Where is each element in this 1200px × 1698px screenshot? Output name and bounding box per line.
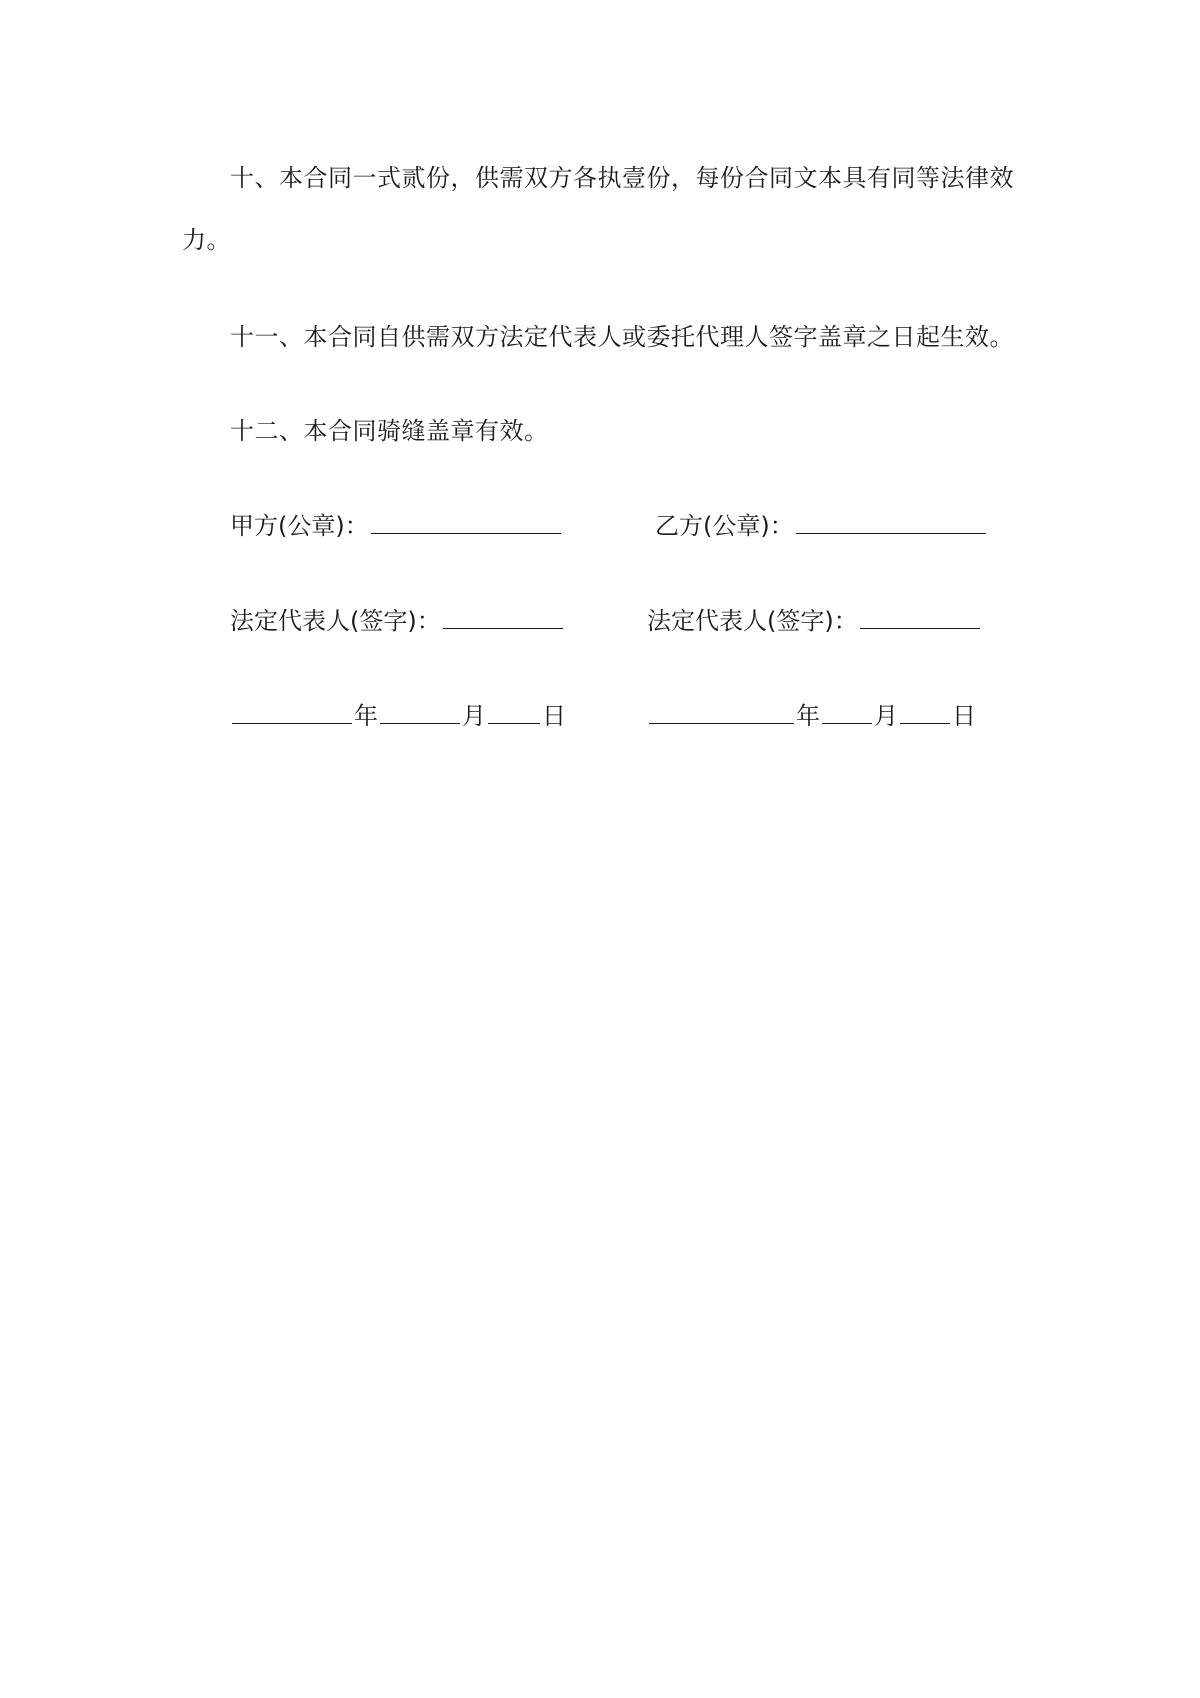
- party-b-date-line: [647, 697, 976, 734]
- party-a-day-blank[interactable]: [488, 697, 540, 724]
- party-b-year-label: 年: [796, 702, 820, 730]
- party-a-rep-label: 法定代表人(签字)：: [230, 607, 441, 635]
- party-a-seal-blank[interactable]: [371, 507, 561, 534]
- party-a-rep-line: [230, 602, 565, 639]
- party-b-rep-line: [647, 602, 982, 639]
- clause-12: 十二、本合同骑缝盖章有效。: [230, 417, 549, 445]
- clause-10: 十、本合同一式贰份，供需双方各执壹份，每份合同文本具有同等法律效力。: [182, 164, 1014, 254]
- party-b-rep-blank[interactable]: [860, 602, 980, 629]
- party-a-seal-label: 甲方(公章)：: [230, 512, 369, 540]
- clause-11: 十一、本合同自供需双方法定代表人或委托代理人签字盖章之日起生效。: [230, 323, 1014, 351]
- party-b-month-blank[interactable]: [822, 697, 872, 724]
- party-a-month-blank[interactable]: [380, 697, 460, 724]
- party-b-month-label: 月: [874, 702, 898, 730]
- party-b-rep-label: 法定代表人(签字)：: [647, 607, 858, 635]
- party-a-year-label: 年: [354, 702, 378, 730]
- party-a-seal-line: [230, 507, 563, 544]
- party-b-day-blank[interactable]: [900, 697, 950, 724]
- party-a-date-line: [230, 697, 566, 734]
- party-b-seal-line: [655, 507, 988, 544]
- party-b-seal-label: 乙方(公章)：: [655, 512, 794, 540]
- party-b-seal-blank[interactable]: [796, 507, 986, 534]
- party-b-year-blank[interactable]: [649, 697, 794, 724]
- party-b-day-label: 日: [952, 702, 976, 730]
- party-a-month-label: 月: [462, 702, 486, 730]
- party-a-rep-blank[interactable]: [443, 602, 563, 629]
- party-a-year-blank[interactable]: [232, 697, 352, 724]
- party-a-day-label: 日: [542, 702, 566, 730]
